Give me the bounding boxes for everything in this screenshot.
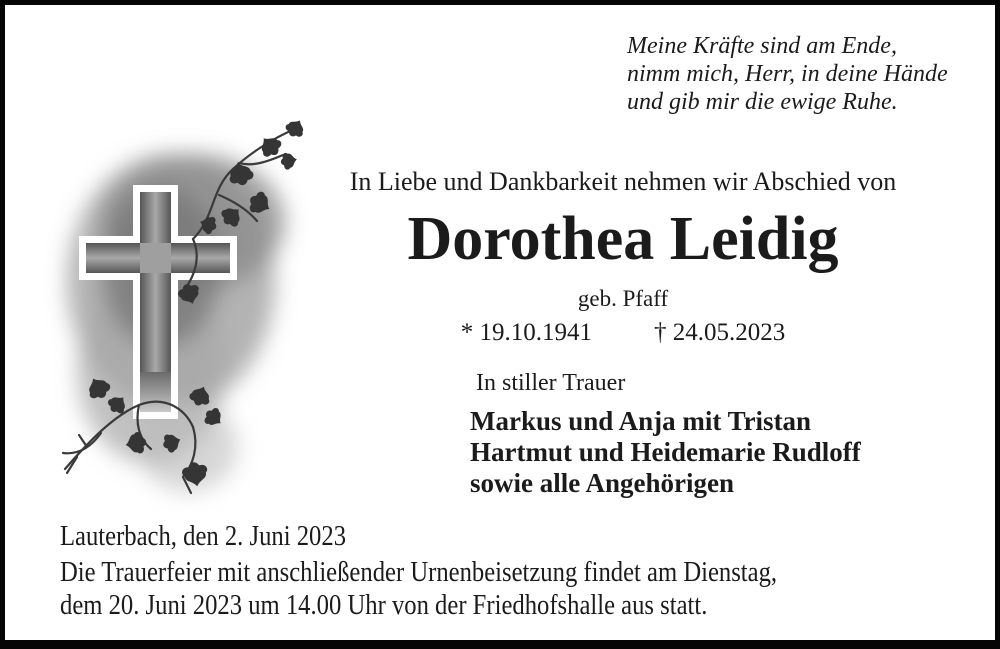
farewell-intro: In Liebe und Dankbarkeit nehmen wir Abschied von [349, 167, 897, 196]
deceased-name: Dorothea Leidig [407, 205, 839, 273]
funeral-info-line: dem 20. Juni 2023 um 14.00 Uhr von der Friedhofshalle aus statt. [60, 590, 708, 621]
mourner-line: Hartmut und Heidemarie Rudloff [470, 437, 861, 467]
funeral-info [60, 556, 777, 622]
birth-date: * 19.10.1941 [460, 319, 592, 346]
mourning-label: In stiller Trauer [476, 370, 626, 396]
memorial-verse [627, 32, 948, 116]
place-date: Lauterbach, den 2. Juni 2023 [60, 521, 347, 552]
verse-line: und gib mir die ewige Ruhe. [627, 89, 898, 115]
maiden-name: geb. Pfaff [577, 286, 669, 311]
mourner-line: sowie alle Angehörigen [470, 468, 734, 498]
verse-line: Meine Kräfte sind am Ende, [627, 33, 897, 59]
cross-with-ivy-icon [43, 117, 325, 513]
death-date: † 24.05.2023 [654, 319, 786, 346]
life-dates [323, 319, 923, 347]
mourner-line: Markus und Anja mit Tristan [470, 406, 812, 436]
verse-line: nimm mich, Herr, in deine Hände [627, 61, 948, 87]
mourners-list [470, 406, 861, 499]
funeral-info-line: Die Trauerfeier mit anschließender Urnenbeisetzung findet am Dienstag, [60, 557, 778, 588]
